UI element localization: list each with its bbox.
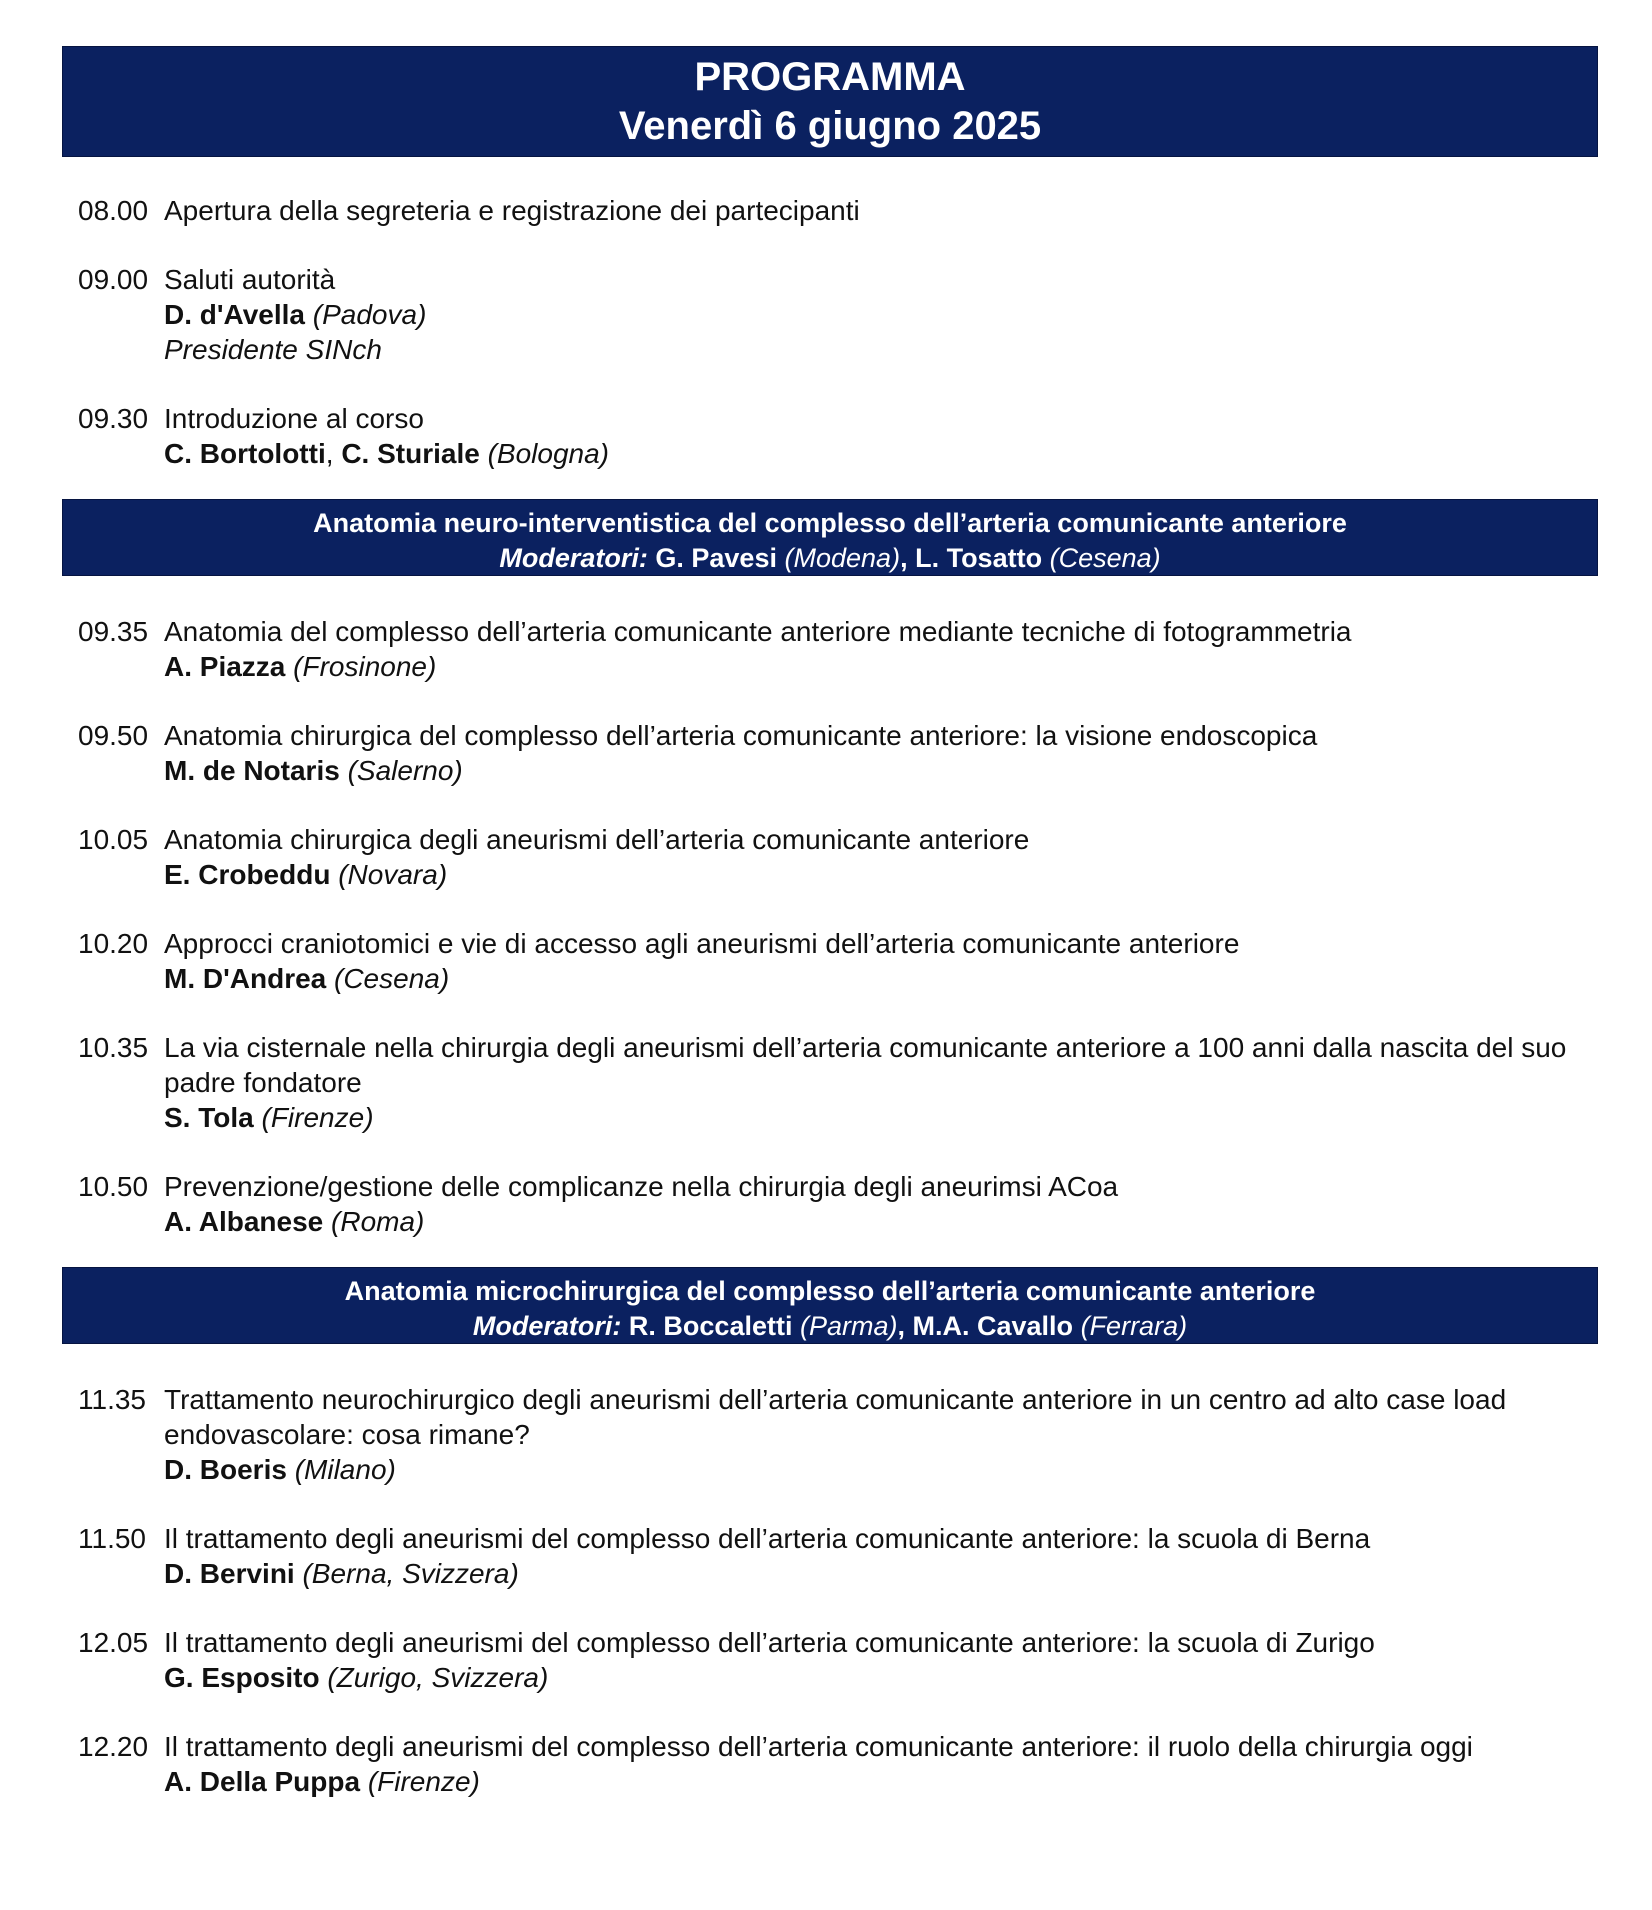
talk-time: 09.30 xyxy=(78,403,149,434)
moderator-name: L. Tosatto xyxy=(915,543,1043,573)
session-1-talks xyxy=(62,614,1598,1239)
talk-time: 11.35 xyxy=(78,1384,146,1415)
program-page xyxy=(62,46,1598,1799)
list-item xyxy=(78,926,1588,996)
talk-title: Apertura della segreteria e registrazione dei partecipanti xyxy=(164,195,860,226)
talk-title: Prevenzione/gestione delle complicanze nella chirurgia degli aneurimsi ACoa xyxy=(164,1171,1119,1202)
moderator-name: M.A. Cavallo xyxy=(912,1311,1074,1341)
talk-time: 09.50 xyxy=(78,720,149,751)
list-item xyxy=(78,1729,1588,1799)
list-item xyxy=(78,718,1588,788)
list-item xyxy=(78,401,1588,471)
moderator-city: (Parma) xyxy=(799,1311,898,1341)
speaker-name: D. Boeris xyxy=(164,1454,287,1485)
speaker-name: C. Sturiale xyxy=(341,438,480,469)
moderator-name: R. Boccaletti xyxy=(628,1311,793,1341)
speaker-name: E. Crobeddu xyxy=(164,859,331,890)
session-header-2 xyxy=(62,1267,1598,1344)
talk-time: 10.35 xyxy=(78,1032,149,1063)
talk-time: 10.50 xyxy=(78,1171,149,1202)
moderator-city: (Cesena) xyxy=(1049,543,1161,573)
list-item xyxy=(78,1521,1588,1591)
speaker-name: C. Bortolotti xyxy=(164,438,326,469)
speaker-city: (Firenze) xyxy=(367,1766,480,1797)
session-header-1 xyxy=(62,499,1598,576)
talk-title: La via cisternale nella chirurgia degli aneurismi dell’arteria comunicante anteriore a 100 anni dalla nascita del suo padre fondatore xyxy=(164,1032,1567,1098)
moderator-separator: , xyxy=(897,1311,913,1341)
speaker-name: D. Bervini xyxy=(164,1558,295,1589)
speaker-city: (Firenze) xyxy=(261,1102,374,1133)
speaker-name: D. d'Avella xyxy=(164,299,305,330)
opening-list xyxy=(62,193,1598,471)
session-title: Anatomia neuro-interventistica del complesso dell’arteria comunicante anteriore xyxy=(313,508,1347,538)
program-header xyxy=(62,46,1598,157)
speaker-name: M. de Notaris xyxy=(164,755,340,786)
list-item xyxy=(78,822,1588,892)
list-item xyxy=(78,614,1588,684)
talk-title: Introduzione al corso xyxy=(164,403,424,434)
program-date: Venerdì 6 giugno 2025 xyxy=(618,104,1042,148)
talk-title: Anatomia del complesso dell’arteria comunicante anteriore mediante tecniche di fotogrammetria xyxy=(164,616,1352,647)
talk-time: 12.20 xyxy=(78,1731,149,1762)
list-item xyxy=(78,1169,1588,1239)
moderators-label: Moderatori: xyxy=(472,1311,622,1341)
speaker-name: A. Piazza xyxy=(164,651,286,682)
moderator-name: G. Pavesi xyxy=(655,543,777,573)
session-moderators xyxy=(63,541,1597,576)
speaker-name: S. Tola xyxy=(164,1102,254,1133)
speaker-city: (Milano) xyxy=(294,1454,396,1485)
list-item xyxy=(78,193,1588,228)
moderator-separator: , xyxy=(900,543,916,573)
speaker-name: A. Della Puppa xyxy=(164,1766,361,1797)
speaker-city: (Cesena) xyxy=(334,963,450,994)
moderator-city: (Ferrara) xyxy=(1080,1311,1188,1341)
speaker-city: (Novara) xyxy=(338,859,448,890)
talk-time: 09.35 xyxy=(78,616,149,647)
talk-time: 10.05 xyxy=(78,824,149,855)
speaker-name: M. D'Andrea xyxy=(164,963,327,994)
speaker-city: (Zurigo, Svizzera) xyxy=(327,1662,549,1693)
moderators-label: Moderatori: xyxy=(499,543,648,573)
talk-title: Anatomia chirurgica del complesso dell’arteria comunicante anteriore: la visione endoscopica xyxy=(164,720,1318,751)
speaker-separator: , xyxy=(325,438,342,469)
speaker-name: G. Esposito xyxy=(164,1662,320,1693)
list-item xyxy=(78,1382,1588,1487)
speaker-city: (Berna, Svizzera) xyxy=(302,1558,519,1589)
talk-time: 09.00 xyxy=(78,264,149,295)
talk-title: Il trattamento degli aneurismi del complesso dell’arteria comunicante anteriore: il ruolo della chirurgia oggi xyxy=(164,1731,1473,1762)
talk-title: Trattamento neurochirurgico degli aneurismi dell’arteria comunicante anteriore in un centro ad alto case load endovascolare: cosa rimane? xyxy=(164,1384,1507,1450)
talk-title: Approcci craniotomici e vie di accesso agli aneurismi dell’arteria comunicante anteriore xyxy=(164,928,1240,959)
speaker-role: Presidente SINch xyxy=(164,334,382,365)
talk-title: Anatomia chirurgica degli aneurismi dell’arteria comunicante anteriore xyxy=(164,824,1030,855)
session-moderators xyxy=(63,1309,1597,1344)
moderator-city: (Modena) xyxy=(784,543,901,573)
talk-title: Saluti autorità xyxy=(164,264,336,295)
session-2-talks xyxy=(62,1382,1598,1799)
list-item xyxy=(78,1625,1588,1695)
speaker-city: (Roma) xyxy=(331,1206,425,1237)
talk-title: Il trattamento degli aneurismi del complesso dell’arteria comunicante anteriore: la scuola di Zurigo xyxy=(164,1627,1375,1658)
talk-time: 10.20 xyxy=(78,928,149,959)
speaker-name: A. Albanese xyxy=(164,1206,324,1237)
program-title: PROGRAMMA xyxy=(694,55,966,99)
talk-time: 12.05 xyxy=(78,1627,149,1658)
speaker-city: (Salerno) xyxy=(347,755,463,786)
speaker-city: (Bologna) xyxy=(487,438,609,469)
list-item xyxy=(78,262,1588,367)
speaker-city: (Padova) xyxy=(312,299,427,330)
speaker-city: (Frosinone) xyxy=(293,651,437,682)
talk-time: 08.00 xyxy=(78,195,149,226)
list-item xyxy=(78,1030,1588,1135)
talk-time: 11.50 xyxy=(78,1523,146,1554)
talk-title: Il trattamento degli aneurismi del complesso dell’arteria comunicante anteriore: la scuola di Berna xyxy=(164,1523,1371,1554)
session-title: Anatomia microchirurgica del complesso dell’arteria comunicante anteriore xyxy=(344,1276,1316,1306)
